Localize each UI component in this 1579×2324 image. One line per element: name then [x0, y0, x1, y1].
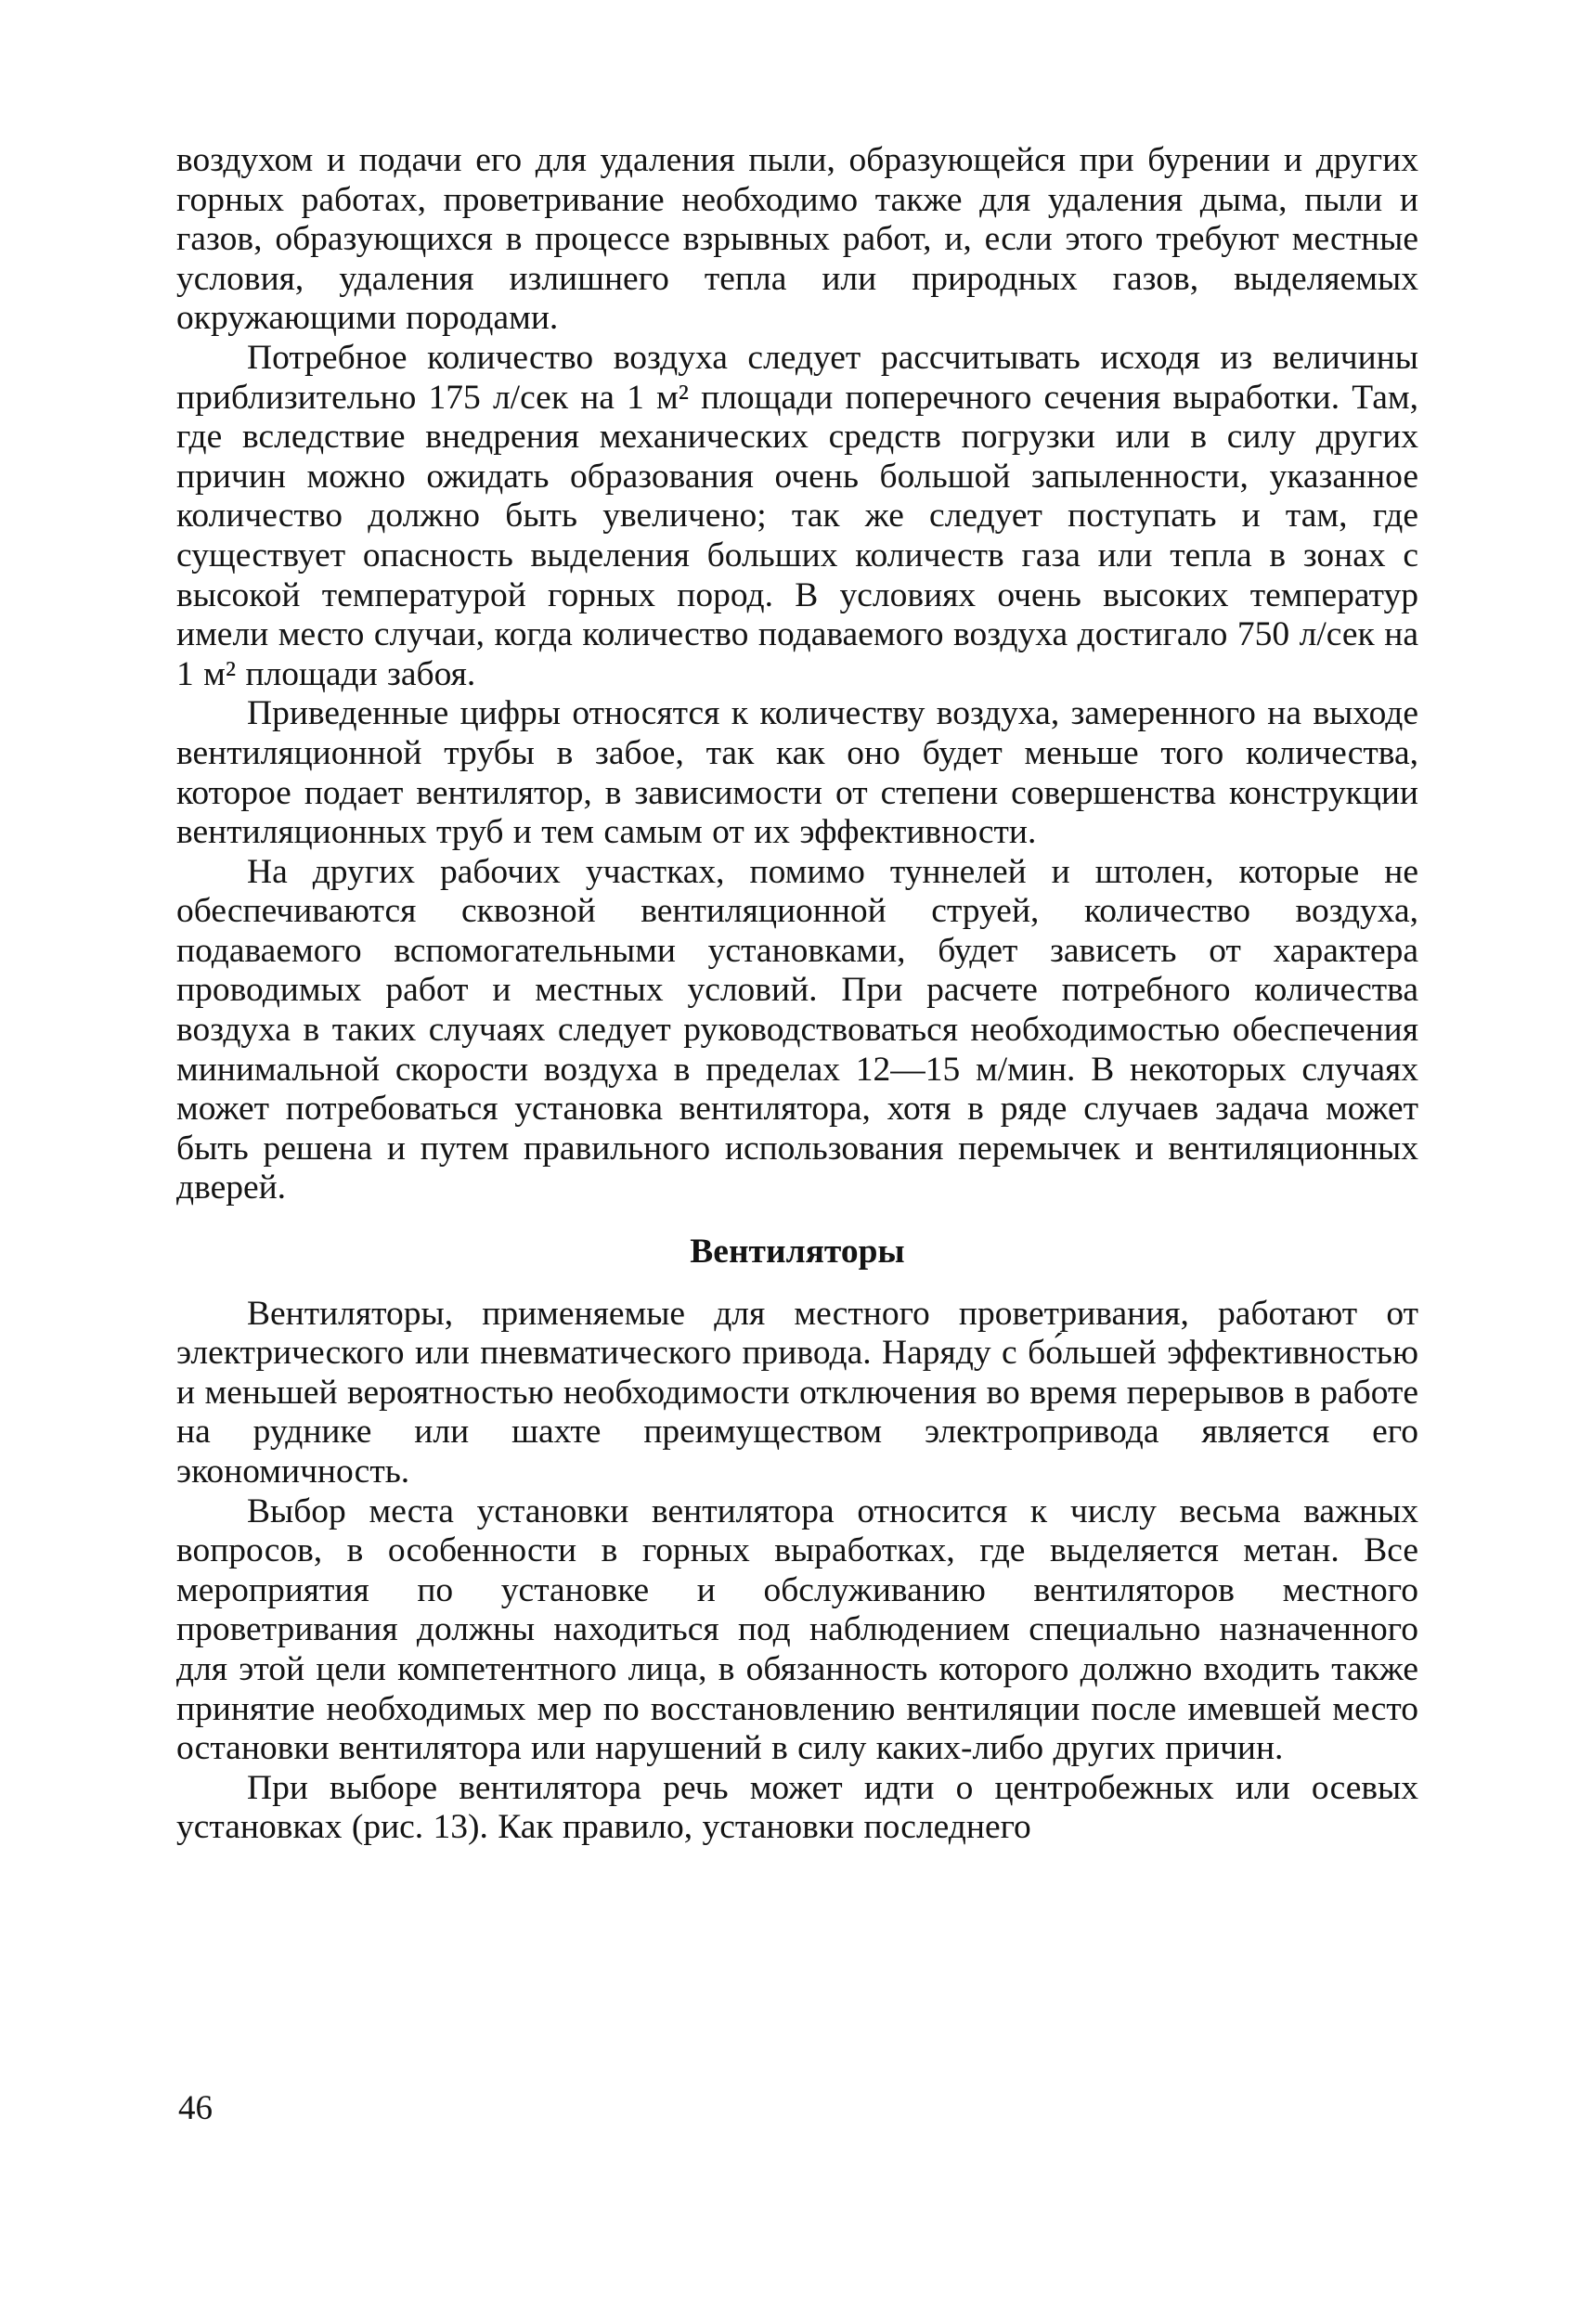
paragraph: Потребное количество воздуха следует рассчитывать исходя из величины приблизительно 175 л/сек на 1 м² площади поперечного сечения выработки. Там, где вследствие внедрения механических средств погрузки или в силу других причин можно ожидать образования очень большой запыленности, указанное количество должно быть увеличено; так же следует поступать и там, где существует опасность выделения больших количеств газа или тепла в зонах с высокой температурой горных пород. В условиях очень высоких температур имели место случаи, когда количество подаваемого воздуха достигало 750 л/сек на 1 м² площади забоя.	[176, 338, 1418, 693]
paragraph: При выборе вентилятора речь может идти о центробежных или осевых установках (рис. 13). Как правило, установки последнего	[176, 1768, 1418, 1847]
section-heading: Вентиляторы	[690, 1233, 905, 1272]
page-body	[176, 141, 1418, 1848]
paragraph: Приведенные цифры относятся к количеству воздуха, замеренного на выходе вентиляционной трубы в забое, так как оно будет меньше того количества, которое подает вентилятор, в зависимости от степени совершенства конструкции вентиляционных труб и тем самым от их эффективности.	[176, 694, 1418, 852]
page-number: 46	[178, 2089, 213, 2127]
paragraph: Вентиляторы, применяемые для местного проветривания, работают от электрического или пневматического привода. Наряду с бо́льшей эффективностью и меньшей вероятностью необходимости отключения во время перерывов в работе на руднике или шахте преимуществом электропривода является его экономичность.	[176, 1294, 1418, 1491]
paragraph: Выбор места установки вентилятора относится к числу весьма важных вопросов, в особенности в горных выработках, где выделяется метан. Все мероприятия по установке и обслуживанию вентиляторов местного проветривания должны находиться под наблюдением специально назначенного для этой цели компетентного лица, в обязанность которого должно входить также принятие необходимых мер по восстановлению вентиляции после имевшей место остановки вентилятора или нарушений в силу каких-либо других причин.	[176, 1491, 1418, 1768]
paragraph: На других рабочих участках, помимо туннелей и штолен, которые не обеспечиваются сквозной вентиляционной струей, количество воздуха, подаваемого вспомогательными установками, будет зависеть от характера проводимых работ и местных условий. При расчете потребного количества воздуха в таких случаях следует руководствоваться необходимостью обеспечения минимальной скорости воздуха в пределах 12—15 м/мин. В некоторых случаях может потребоваться установка вентилятора, хотя в ряде случаев задача может быть решена и путем правильного использования перемычек и вентиляционных дверей.	[176, 852, 1418, 1207]
paragraph: воздухом и подачи его для удаления пыли, образующейся при бурении и других горных работах, проветривание необходимо также для удаления дыма, пыли и газов, образующихся в процессе взрывных работ, и, если этого требуют местные условия, удаления излишнего тепла или природных газов, выделяемых окружающими породами.	[176, 141, 1418, 338]
